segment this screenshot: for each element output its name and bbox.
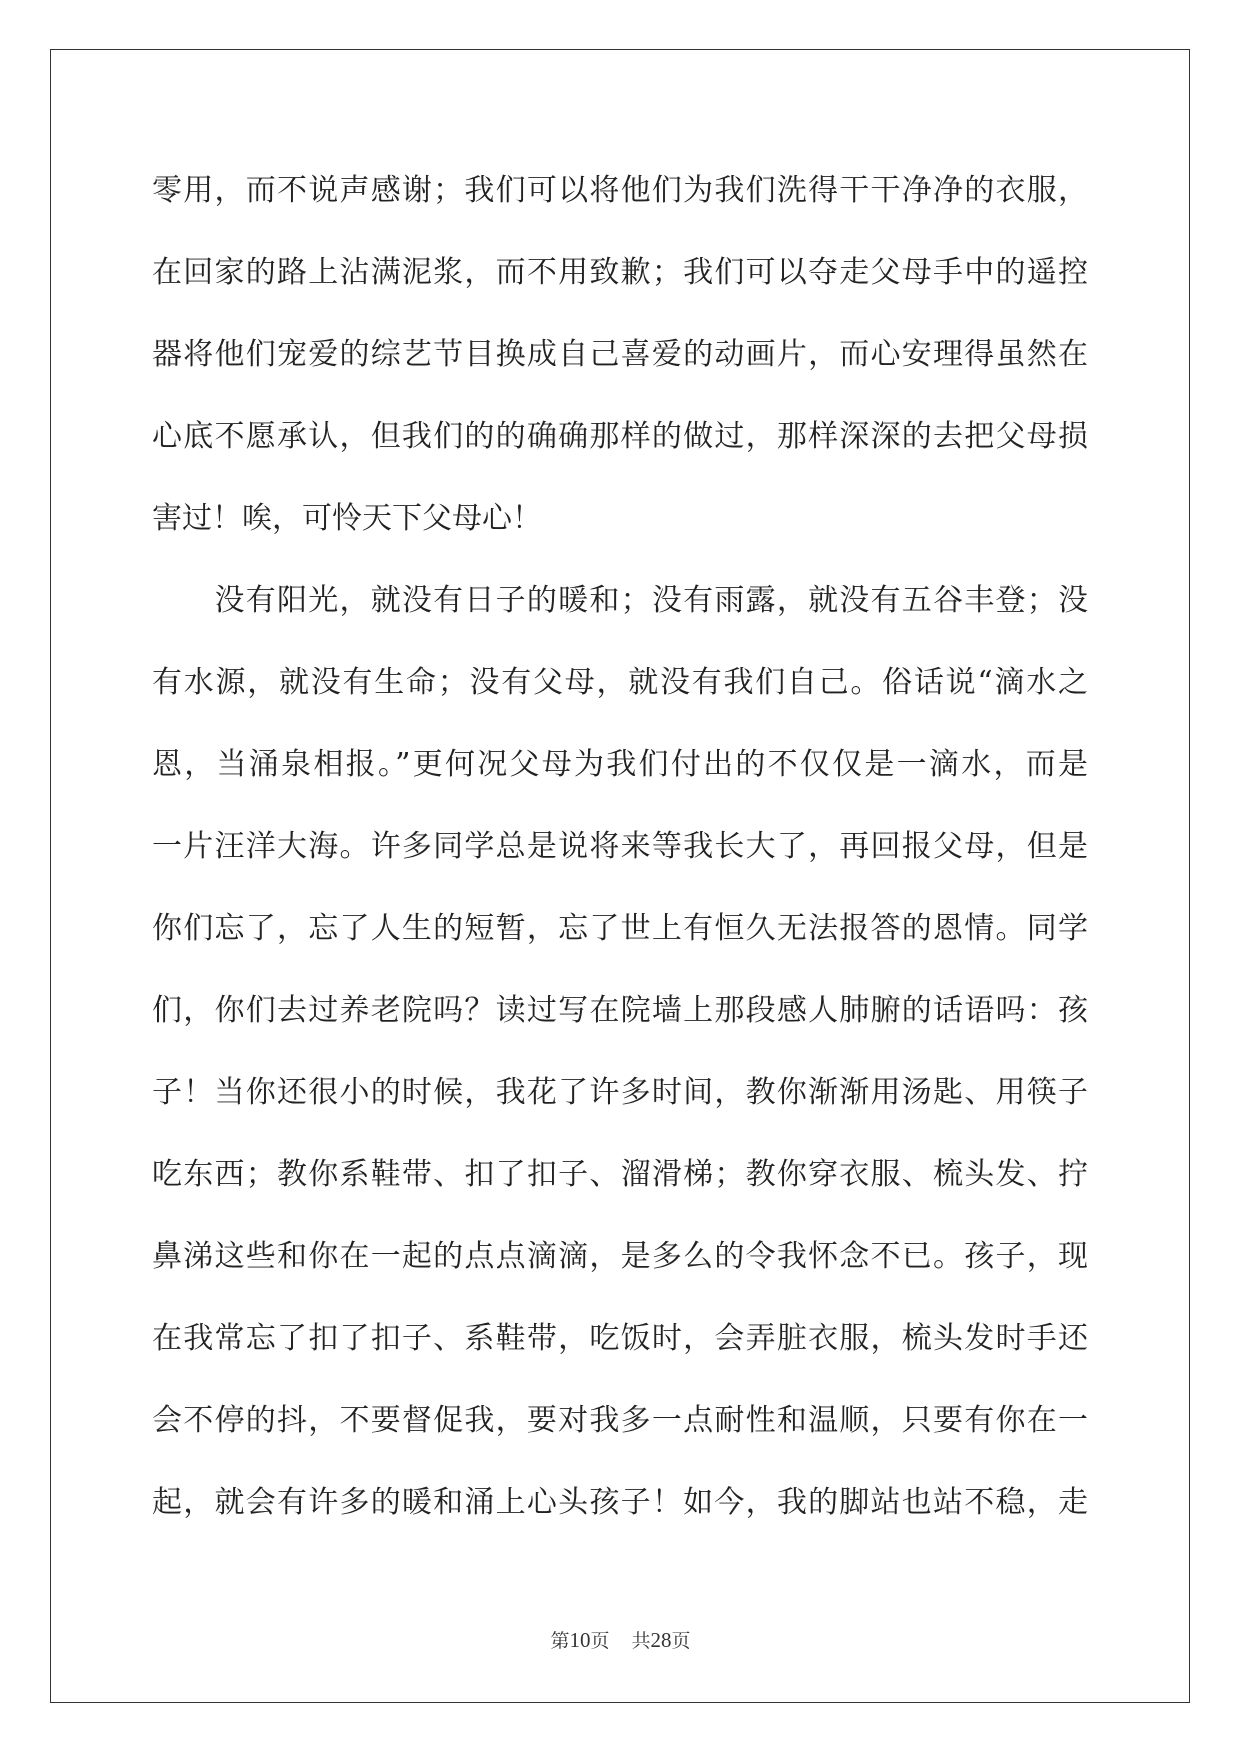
- text-line: 器将他们宠爱的综艺节目换成自己喜爱的动画片，而心安理得虽然在: [152, 337, 1088, 372]
- text-line: 心底不愿承认，但我们的的确确那样的做过，那样深深的去把父母损: [152, 419, 1088, 454]
- text-line: 有水源，就没有生命；没有父母，就没有我们自己。俗话说“滴水之: [152, 665, 1088, 700]
- text-line: 在回家的路上沾满泥浆，而不用致歉；我们可以夺走父母手中的遥控: [152, 255, 1088, 290]
- total-suffix: 页: [671, 1630, 691, 1652]
- total-pages: 28: [650, 1628, 672, 1652]
- page-suffix: 页: [590, 1630, 610, 1652]
- text-line: 起，就会有许多的暖和涌上心头孩子！如今，我的脚站也站不稳，走: [152, 1485, 1088, 1520]
- paragraph-2: [152, 560, 1088, 1544]
- text-line: 恩，当涌泉相报。”更何况父母为我们付出的不仅仅是一滴水，而是: [152, 747, 1088, 782]
- text-line: 零用，而不说声感谢；我们可以将他们为我们洗得干干净净的衣服，: [152, 173, 1088, 208]
- document-body: [152, 150, 1088, 1544]
- text-line: 鼻涕这些和你在一起的点点滴滴，是多么的令我怀念不已。孩子，现: [152, 1239, 1088, 1274]
- paragraph-1: [152, 150, 1088, 560]
- page-number: 10: [569, 1628, 591, 1652]
- text-line: 没有阳光，就没有日子的暖和；没有雨露，就没有五谷丰登；没: [152, 583, 1088, 618]
- text-line: 吃东西；教你系鞋带、扣了扣子、溜滑梯；教你穿衣服、梳头发、拧: [152, 1157, 1088, 1192]
- text-line: 你们忘了，忘了人生的短暂，忘了世上有恒久无法报答的恩情。同学: [152, 911, 1088, 946]
- text-line: 害过！唉，可怜天下父母心！: [152, 501, 542, 536]
- page-prefix: 第: [550, 1630, 570, 1652]
- total-prefix: 共: [631, 1630, 651, 1652]
- text-line: 一片汪洋大海。许多同学总是说将来等我长大了，再回报父母，但是: [152, 829, 1088, 864]
- page-footer: [0, 1626, 1241, 1653]
- text-line: 在我常忘了扣了扣子、系鞋带，吃饭时，会弄脏衣服，梳头发时手还: [152, 1321, 1088, 1356]
- text-line: 子！当你还很小的时候，我花了许多时间，教你渐渐用汤匙、用筷子: [152, 1075, 1088, 1110]
- text-line: 会不停的抖，不要督促我，要对我多一点耐性和温顺，只要有你在一: [152, 1403, 1088, 1438]
- text-line: 们，你们去过养老院吗？读过写在院墙上那段感人肺腑的话语吗：孩: [152, 993, 1088, 1028]
